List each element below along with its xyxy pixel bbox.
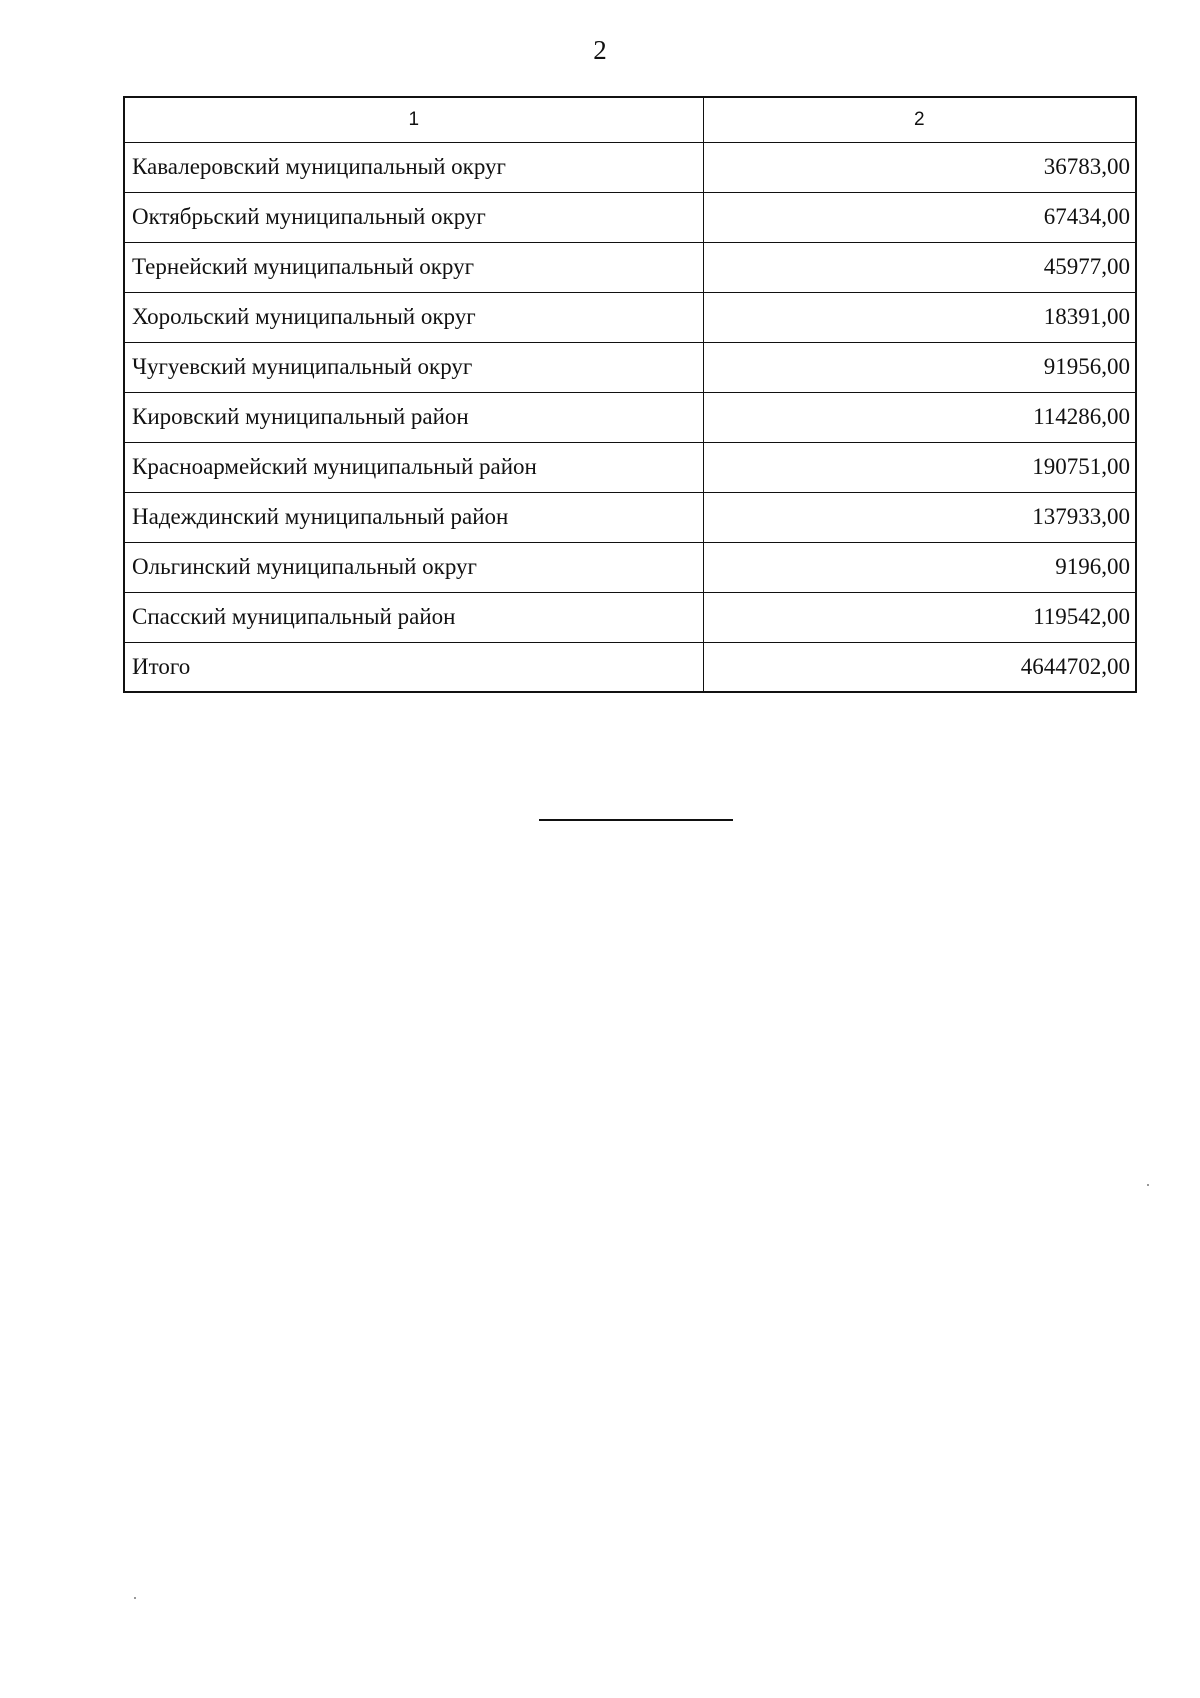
amount-value: 36783,00 (703, 142, 1136, 192)
amount-value: 119542,00 (703, 592, 1136, 642)
total-row (124, 642, 1136, 692)
scan-speck (134, 1597, 136, 1599)
amount-value: 9196,00 (703, 542, 1136, 592)
amount-value: 18391,00 (703, 292, 1136, 342)
scan-speck (1147, 1184, 1149, 1186)
municipality-name: Спасский муниципальный район (124, 592, 703, 642)
amount-value: 137933,00 (703, 492, 1136, 542)
municipality-name: Хорольский муниципальный округ (124, 292, 703, 342)
amount-value: 114286,00 (703, 392, 1136, 442)
municipality-name: Октябрьский муниципальный округ (124, 192, 703, 242)
allocation-table-container (123, 96, 1135, 693)
total-label: Итого (124, 642, 703, 692)
table-row (124, 142, 1136, 192)
table-row (124, 292, 1136, 342)
column-number-1: 1 (124, 97, 703, 142)
end-of-document-rule (539, 819, 733, 821)
table-row (124, 192, 1136, 242)
municipality-name: Чугуевский муниципальный округ (124, 342, 703, 392)
table-row (124, 592, 1136, 642)
municipality-name: Ольгинский муниципальный округ (124, 542, 703, 592)
municipality-name: Кировский муниципальный район (124, 392, 703, 442)
municipality-name: Красноармейский муниципальный район (124, 442, 703, 492)
total-value: 4644702,00 (703, 642, 1136, 692)
table-row (124, 442, 1136, 492)
table-row (124, 492, 1136, 542)
municipality-name: Кавалеровский муниципальный округ (124, 142, 703, 192)
column-number-2: 2 (703, 97, 1136, 142)
municipality-name: Надеждинский муниципальный район (124, 492, 703, 542)
table-header-row (124, 97, 1136, 142)
table-row (124, 342, 1136, 392)
table-row (124, 542, 1136, 592)
municipality-name: Тернейский муниципальный округ (124, 242, 703, 292)
amount-value: 190751,00 (703, 442, 1136, 492)
table-row (124, 392, 1136, 442)
amount-value: 67434,00 (703, 192, 1136, 242)
amount-value: 91956,00 (703, 342, 1136, 392)
amount-value: 45977,00 (703, 242, 1136, 292)
table-row (124, 242, 1136, 292)
allocation-table (123, 96, 1137, 693)
page-number: 2 (593, 35, 607, 65)
